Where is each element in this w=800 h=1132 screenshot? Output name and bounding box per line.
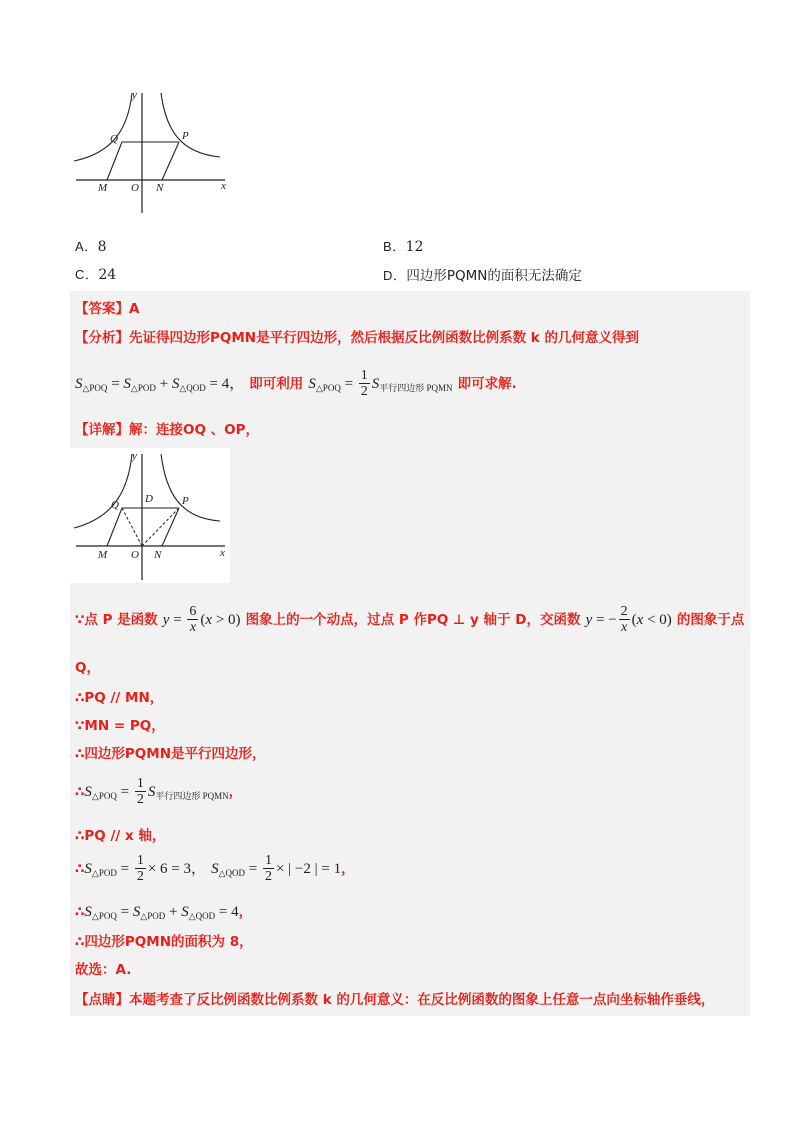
point-d-label: D — [145, 493, 153, 505]
origin-label-2: O — [131, 549, 139, 561]
step-7: $\therefore S_{\triangle POQ} = S_{\triangle POD} + S_{\triangle QOD} = 4$， — [75, 904, 253, 921]
because-line-1: ∵点 P 是函数 y = $\frac{6}{x}$ (x > 0) 图象上的一个动点，过点 P 作PQ ⊥ y 轴于 D，交函数 y = − $\frac{2}{x}$ (x < 0) 的图象于点 — [75, 604, 745, 635]
option-c[interactable]: C．24 — [75, 267, 117, 283]
step-2: ∵MN = PQ， — [75, 718, 165, 734]
step-1: ∴PQ // MN， — [75, 690, 164, 706]
step-6: $\therefore S_{\triangle POD}$ = $\frac{1}{2}$ × 6 = 3， $S_{\triangle QOD}$ = $\frac{1}{2}$ × | −2 | = 1， — [75, 853, 355, 884]
y-axis-label: y — [132, 89, 137, 101]
option-d[interactable]: D．四边形PQMN的面积无法确定 — [383, 268, 582, 284]
option-b[interactable]: B．12 — [383, 239, 424, 255]
step-3: ∴四边形PQMN是平行四边形， — [75, 746, 266, 762]
point-m-label-2: M — [98, 549, 108, 561]
choose-line: 故选：A. — [75, 962, 132, 978]
comment-line: 【点睛】本题考查了反比例函数比例系数 k 的几何意义：在反比例函数的图象上任意一点向坐标轴作垂线， — [75, 992, 715, 1008]
point-q-label: Q — [110, 133, 118, 145]
graph-figure-detail — [70, 448, 230, 583]
x-axis-label: x — [221, 180, 226, 192]
point-p-label-2: P — [182, 495, 189, 507]
analysis-line: 【分析】先证得四边形PQMN是平行四边形，然后根据反比例函数比例系数 k 的几何意义得到 — [75, 330, 639, 346]
step-8: ∴四边形PQMN的面积为 8， — [75, 934, 253, 950]
formula-line: $S_{\triangle POQ} = S_{\triangle POD} + S_{\triangle QOD} = 4$， 即可利用 $S_{\triangle POQ}$ = $\frac{1}{2}$ $S_{平行四边形 PQMN}$ 即可求解. — [75, 368, 517, 399]
y-axis-label-2: y — [132, 450, 137, 462]
point-q-label-2: Q — [111, 499, 119, 511]
point-n-label: N — [156, 182, 164, 194]
because-line-1-cont: Q， — [75, 660, 100, 676]
point-p-label: P — [182, 130, 189, 142]
point-m-label: M — [98, 182, 108, 194]
point-n-label-2: N — [154, 549, 162, 561]
step-4: $\therefore S_{\triangle POQ}$ = $\frac{1}{2}$ $S_{平行四边形 PQMN}$， — [75, 776, 243, 807]
option-a[interactable]: A．8 — [75, 239, 107, 255]
answer-line: 【答案】A — [75, 301, 140, 317]
detail-line: 【详解】解：连接OQ 、OP， — [75, 422, 260, 438]
step-5: ∴PQ // x 轴， — [75, 828, 166, 844]
graph-figure-top — [70, 85, 240, 215]
x-axis-label-2: x — [220, 547, 225, 559]
origin-label: O — [131, 182, 139, 194]
